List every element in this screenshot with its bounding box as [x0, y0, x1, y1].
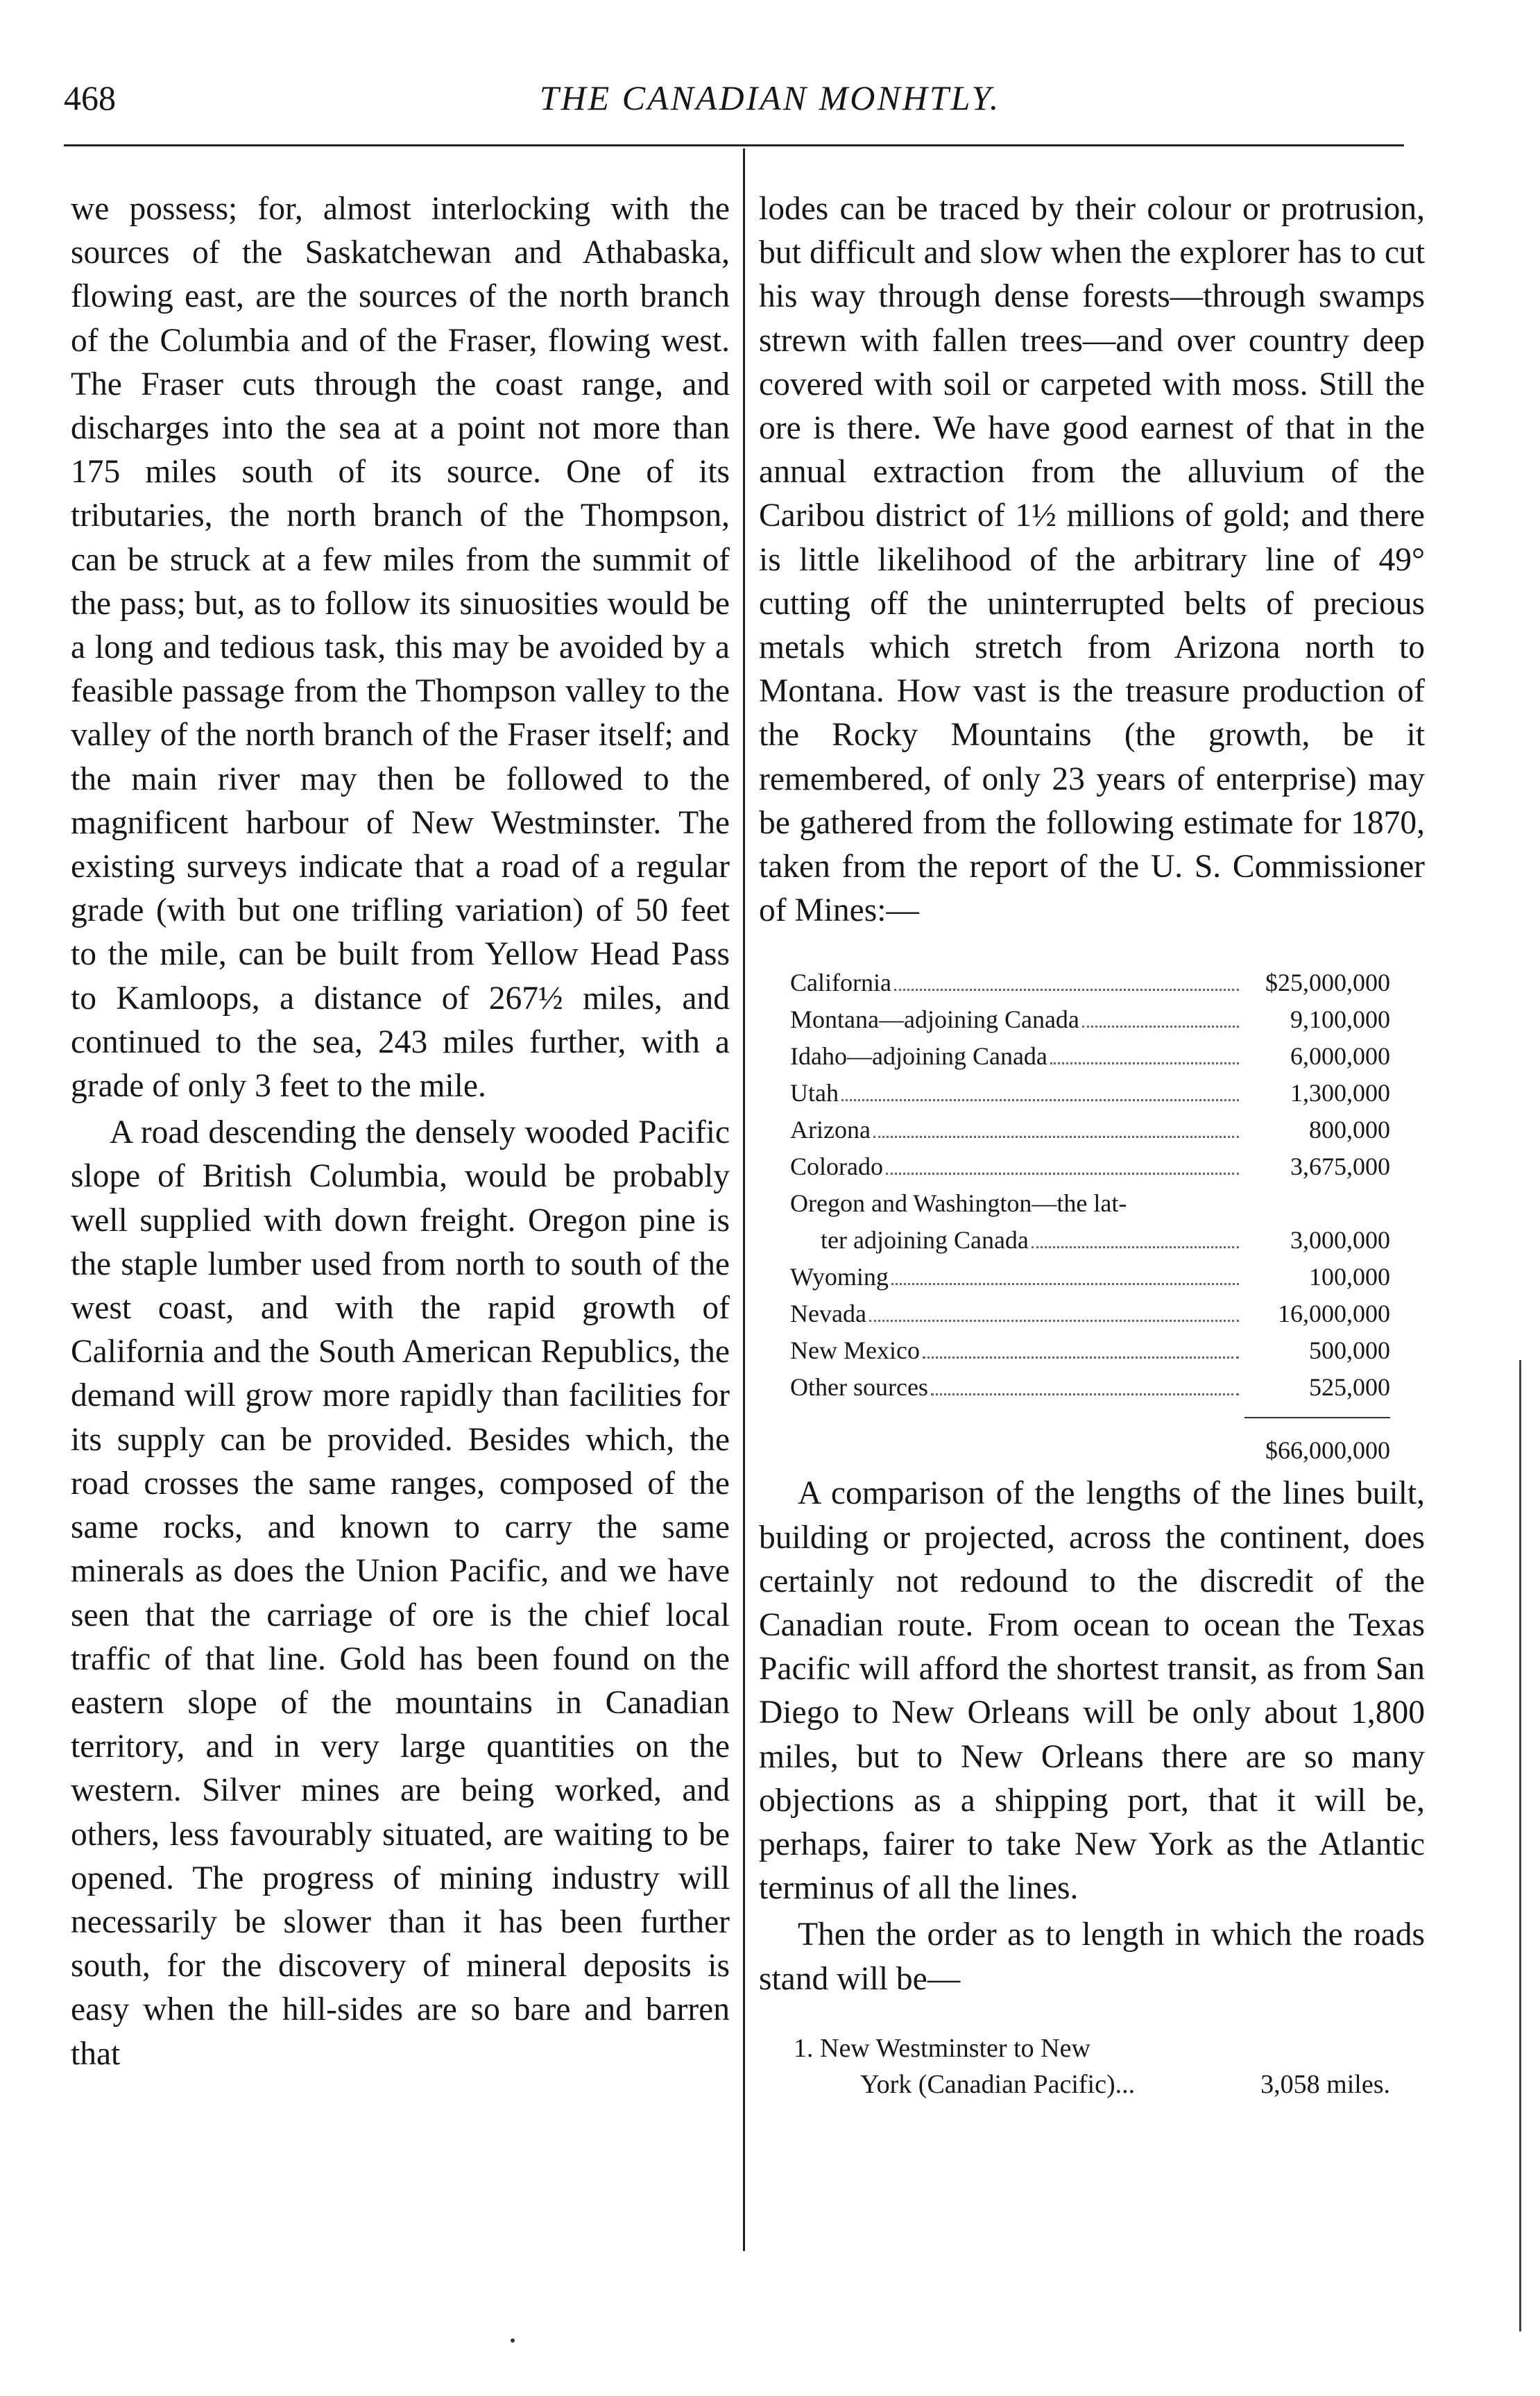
total-rule [1244, 1417, 1390, 1418]
leader-dots [1032, 1246, 1239, 1248]
table-row-label: Wyoming [790, 1263, 889, 1291]
page-number: 468 [64, 78, 116, 117]
table-row-value: 1,300,000 [1290, 1079, 1390, 1107]
table-row [790, 1222, 1390, 1259]
table-row-label: Arizona [790, 1116, 871, 1144]
table-row-value: 6,000,000 [1290, 1042, 1390, 1071]
table-row-label: Other sources [790, 1373, 928, 1402]
table-row-value: $25,000,000 [1265, 969, 1390, 997]
table-row-label: Montana—adjoining Canada [790, 1005, 1079, 1034]
route-distance: 3,058 miles. [1260, 2069, 1390, 2099]
table-row-value: 3,675,000 [1290, 1153, 1390, 1181]
mining-production-table [790, 965, 1390, 1469]
right-paragraph-2: A comparison of the lengths of the lines built, building or projected, across the continent, does certainly not redound to the discredit of the Canadian route. From ocean to ocean the Texas Pacific will afford the shortest transit, as from San Diego to New Orleans will be only about 1,800 miles, but to New Orleans there are so many objections as a shipping port, that it will be, perhaps, fairer to take New York as the Atlantic terminus of all the lines. [759, 1475, 1425, 1907]
table-row [790, 1259, 1390, 1295]
leader-dots [923, 1357, 1239, 1359]
leader-dots [894, 989, 1239, 991]
table-row-label-line1: Oregon and Washington—the lat- [790, 1189, 1127, 1218]
right-paragraph-3: Then the order as to length in which the roads stand will be— [759, 1917, 1425, 1997]
column-divider [743, 148, 745, 2251]
left-column [71, 187, 730, 2076]
table-row [790, 1038, 1390, 1075]
table-row-value: 16,000,000 [1278, 1300, 1390, 1328]
table-row-value: 100,000 [1309, 1263, 1390, 1291]
route-name-line2-row [794, 2066, 1390, 2102]
right-paragraph-1: lodes can be traced by their colour or protrusion, but difficult and slow when the explorer has to cut his way through dense forests—through swamps strewn with fallen trees—and over country deep covered with soil or carpeted with moss. Still the ore is there. We have good earnest of that in the annual extraction from the alluvium of the Caribou district of 1½ millions of gold; and there is little likelihood of the arbitrary line of 49° cutting off the uninterrupted belts of precious metals which stretch from Arizona north to Montana. How vast is the treasure production of the Rocky Mountains (the growth, be it remembered, of only 23 years of enterprise) may be gathered from the following estimate for 1870, taken from the report of the U. S. Commissioner of Mines:— [759, 191, 1425, 929]
table-row [790, 965, 1390, 1001]
table-row-label: New Mexico [790, 1336, 920, 1365]
header-rule [64, 144, 1404, 146]
left-paragraph-2: A road descending the densely wooded Pacific slope of British Columbia, would be probably well supplied with down freight. Oregon pine is the staple lumber used from north to south of the west coast, and with the rapid growth of California and the South American Republics, the demand will grow more rapidly than facilities for its supply can be provided. Besides which, the road crosses the same ranges, composed of the same rocks, and known to carry the same minerals as does the Union Pacific, and we have seen that the carriage of ore is the chief local traffic of that line. Gold has been found on the eastern slope of the mountains in Canadian territory, and in very large quantities on the western. Silver mines are being worked, and others, less favourably situated, are waiting to be opened. The progress of mining industry will necessarily be slower than it has been further south, for the discovery of mineral deposits is easy when the hill-sides are so bare and barren that [71, 1114, 730, 2072]
table-row-label: Colorado [790, 1153, 883, 1181]
table-row-value: 800,000 [1309, 1116, 1390, 1144]
leader-dots [1050, 1062, 1239, 1064]
table-row [790, 1332, 1390, 1369]
table-row [790, 1001, 1390, 1038]
table-row [790, 1369, 1390, 1406]
route-name-line2: York (Canadian Pacific)... [860, 2069, 1136, 2099]
leader-dots [931, 1393, 1239, 1395]
table-total: $66,000,000 [1265, 1436, 1390, 1465]
leader-dots [1082, 1026, 1239, 1028]
table-row-value: 3,000,000 [1290, 1226, 1390, 1255]
leader-dots [873, 1136, 1239, 1138]
route-list-item [794, 2030, 1390, 2102]
table-row [790, 1148, 1390, 1185]
table-row [790, 1112, 1390, 1148]
table-row [790, 1295, 1390, 1332]
left-paragraph-1: we possess; for, almost interlocking with the sources of the Saskatchewan and Athabaska, flowing east, are the sources of the north branch of the Columbia and of the Fraser, flowing west. The Fraser cuts through the coast range, and discharges into the sea at a point not more than 175 miles south of its source. One of its tributaries, the north branch of the Thompson, can be struck at a few miles from the summit of the pass; but, as to follow its sinuosities would be a long and tedious task, this may be avoided by a feasible passage from the Thompson valley to the valley of the north branch of the Fraser itself; and the main river may then be followed to the magnificent harbour of New Westminster. The existing surveys indicate that a road of a regular grade (with but one trifling variation) of 50 feet to the mile, can be built from Yellow Head Pass to Kamloops, a distance of 267½ miles, and continued to the sea, 243 miles further, with a grade of only 3 feet to the mile. [71, 191, 730, 1105]
route-name-line1: 1. New Westminster to New [794, 2033, 1090, 2063]
page-speck [511, 2338, 515, 2343]
running-title: THE CANADIAN MONHTLY. [539, 78, 1001, 117]
leader-dots [869, 1320, 1239, 1322]
leader-dots [891, 1283, 1239, 1285]
table-row-value: 525,000 [1309, 1373, 1390, 1402]
table-row-label: California [790, 969, 891, 997]
leader-dots [841, 1099, 1239, 1101]
page-edge-mark [1519, 1360, 1521, 2331]
leader-dots [886, 1173, 1239, 1175]
table-row-value: 500,000 [1309, 1336, 1390, 1365]
table-row [790, 1075, 1390, 1112]
table-row-label: Nevada [790, 1300, 866, 1328]
table-row-label: Idaho—adjoining Canada [790, 1042, 1047, 1071]
right-column [759, 187, 1425, 2102]
table-row-label-line2: ter adjoining Canada [821, 1226, 1029, 1255]
table-row-label: Utah [790, 1079, 839, 1107]
table-row-value: 9,100,000 [1290, 1005, 1390, 1034]
